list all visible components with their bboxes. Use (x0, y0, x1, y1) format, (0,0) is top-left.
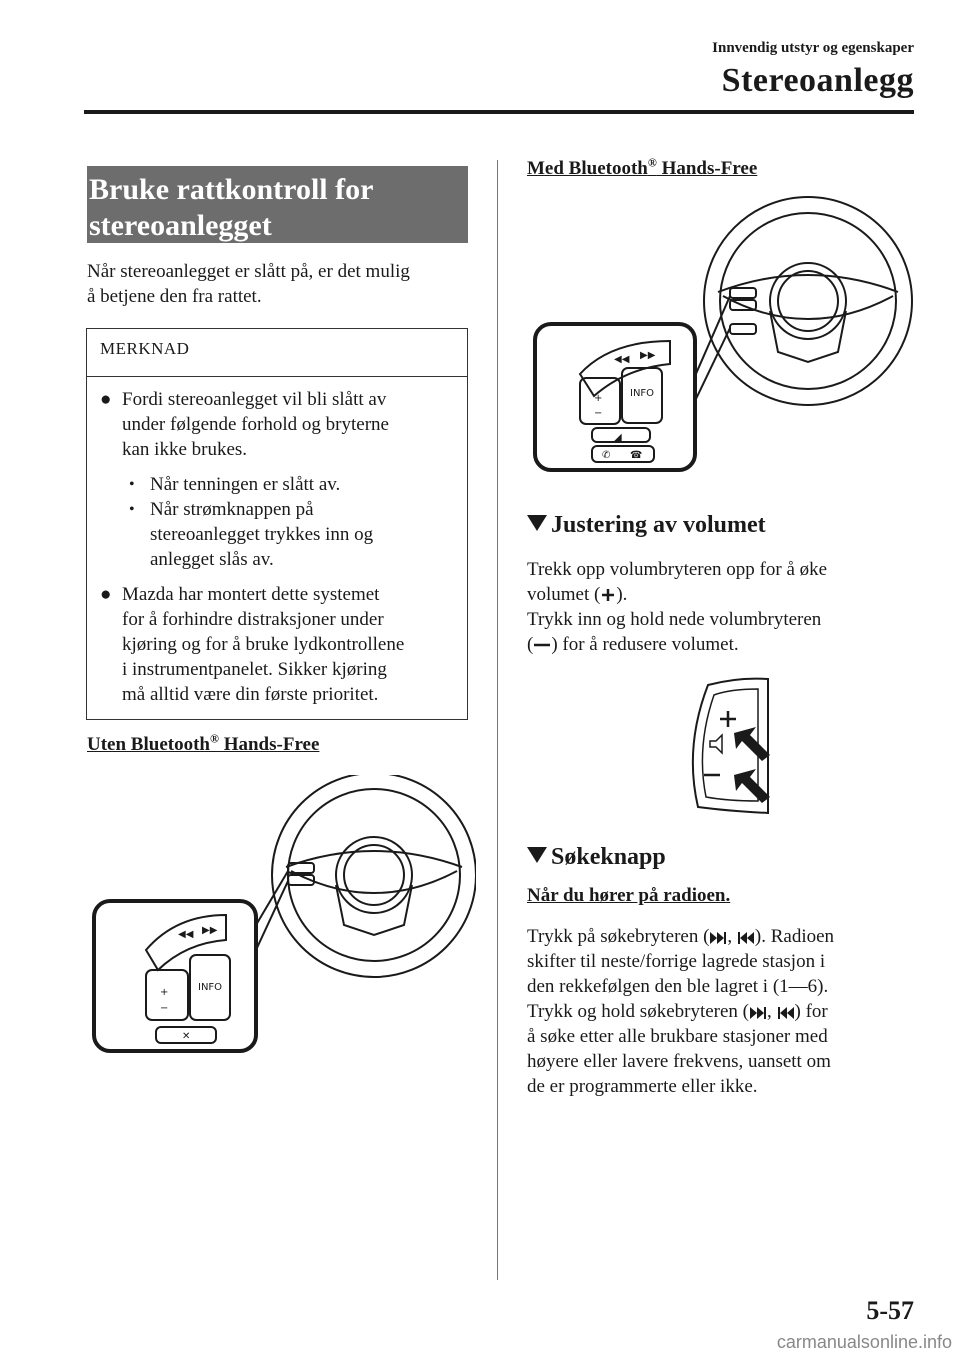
section-triangle-icon (527, 847, 547, 863)
steering-wheel-illustration-no-bluetooth (86, 775, 476, 1060)
subbullet-dot-icon: • (129, 476, 135, 493)
svg-text:−: − (160, 1003, 169, 1014)
svg-text:✆: ✆ (602, 450, 611, 461)
plus-icon (600, 587, 616, 603)
text-line: Trykk på søkebryteren ( , ). Radioen (527, 926, 835, 947)
section-title-line1: Bruke rattkontroll for (89, 173, 374, 206)
watermark: carmanualsonline.info (776, 1332, 952, 1352)
steering-wheel-illustration-bluetooth (530, 196, 920, 476)
svg-text:INFO: INFO (630, 388, 655, 399)
chapter-subtitle: Innvendig utstyr og egenskaper (712, 40, 914, 56)
svg-text:+: + (594, 393, 603, 404)
text-line: den rekkefølgen den ble lagret i (1―6). (527, 976, 829, 997)
volume-heading: Justering av volumet (527, 512, 766, 539)
text-line: de er programmerte eller ikke. (527, 1076, 758, 1097)
seek-heading: Søkeknapp (527, 844, 666, 871)
note-line: anlegget slås av. (150, 549, 274, 570)
text-line: ( ) for å redusere volumet. (527, 634, 739, 655)
note-line: kjøring og for å bruke lydkontrollene (122, 634, 405, 655)
volume-switch-illustration (668, 677, 808, 815)
page-number: 5-57 (866, 1296, 914, 1325)
note-heading: MERKNAD (87, 329, 467, 377)
seek-text (527, 924, 922, 1099)
svg-text:☎: ☎ (630, 450, 643, 461)
svg-text:−: − (594, 408, 603, 419)
svg-text:▶▶: ▶▶ (640, 350, 656, 361)
text-line: Trekk opp volumbryteren opp for å øke (527, 559, 828, 580)
text-line: volumet ( ). (527, 584, 628, 605)
svg-text:+: + (160, 987, 169, 998)
minus-icon (533, 637, 551, 653)
note-line: under følgende forhold og bryterne (122, 414, 389, 435)
seek-forward-icon (749, 1006, 767, 1020)
section-title-line2: stereoanlegget (89, 209, 272, 242)
svg-text:✕: ✕ (182, 1031, 191, 1042)
intro-line: å betjene den fra rattet. (87, 286, 262, 307)
note-line: Når tenningen er slått av. (150, 474, 341, 495)
seek-forward-icon (709, 931, 727, 945)
svg-text:INFO: INFO (198, 982, 223, 993)
intro-text (87, 259, 472, 309)
column-divider (497, 160, 498, 1280)
svg-text:◀◀: ◀◀ (178, 929, 194, 940)
text-line: Trykk inn og hold nede volumbryteren (527, 609, 822, 630)
seek-back-icon (737, 931, 755, 945)
note-box (86, 328, 468, 720)
text-line: skifter til neste/forrige lagrede stasjon i (527, 951, 826, 972)
svg-text:◀◀: ◀◀ (614, 354, 630, 365)
volume-text (527, 557, 917, 657)
text-line: å søke etter alle brukbare stasjoner med (527, 1026, 828, 1047)
chapter-title: Stereoanlegg (721, 62, 914, 99)
note-line: stereoanlegget trykkes inn og (150, 524, 374, 545)
header-rule (84, 110, 914, 114)
section-title (87, 166, 468, 243)
svg-text:▶▶: ▶▶ (202, 925, 218, 936)
svg-text:◢: ◢ (614, 432, 622, 443)
text-line: høyere eller lavere frekvens, uansett om (527, 1051, 831, 1072)
bullet-dot-icon: ● (100, 584, 112, 605)
bullet-dot-icon: ● (100, 389, 112, 410)
subbullet-dot-icon: • (129, 501, 135, 518)
note-body (87, 387, 467, 707)
radio-heading: Når du hører på radioen. (527, 885, 731, 906)
intro-line: Når stereoanlegget er slått på, er det mulig (87, 261, 410, 282)
note-line: må alltid være din første prioritet. (122, 684, 379, 705)
note-subbullet (87, 472, 459, 497)
note-line: Mazda har montert dette systemet (122, 584, 380, 605)
note-line: kan ikke brukes. (122, 439, 248, 460)
note-subbullet (87, 497, 459, 572)
seek-back-icon (777, 1006, 795, 1020)
section-triangle-icon (527, 515, 547, 531)
with-bluetooth-heading: Med Bluetooth® Hands-Free (527, 155, 758, 179)
note-line: Fordi stereoanlegget vil bli slått av (122, 389, 387, 410)
note-bullet (87, 387, 459, 462)
note-line: for å forhindre distraksjoner under (122, 609, 384, 630)
note-line: Når strømknappen på (150, 499, 314, 520)
note-bullet (87, 582, 459, 707)
without-bluetooth-heading: Uten Bluetooth® Hands-Free (87, 731, 320, 755)
text-line: Trykk og hold søkebryteren ( , ) for (527, 1001, 828, 1022)
note-line: i instrumentpanelet. Sikker kjøring (122, 659, 387, 680)
